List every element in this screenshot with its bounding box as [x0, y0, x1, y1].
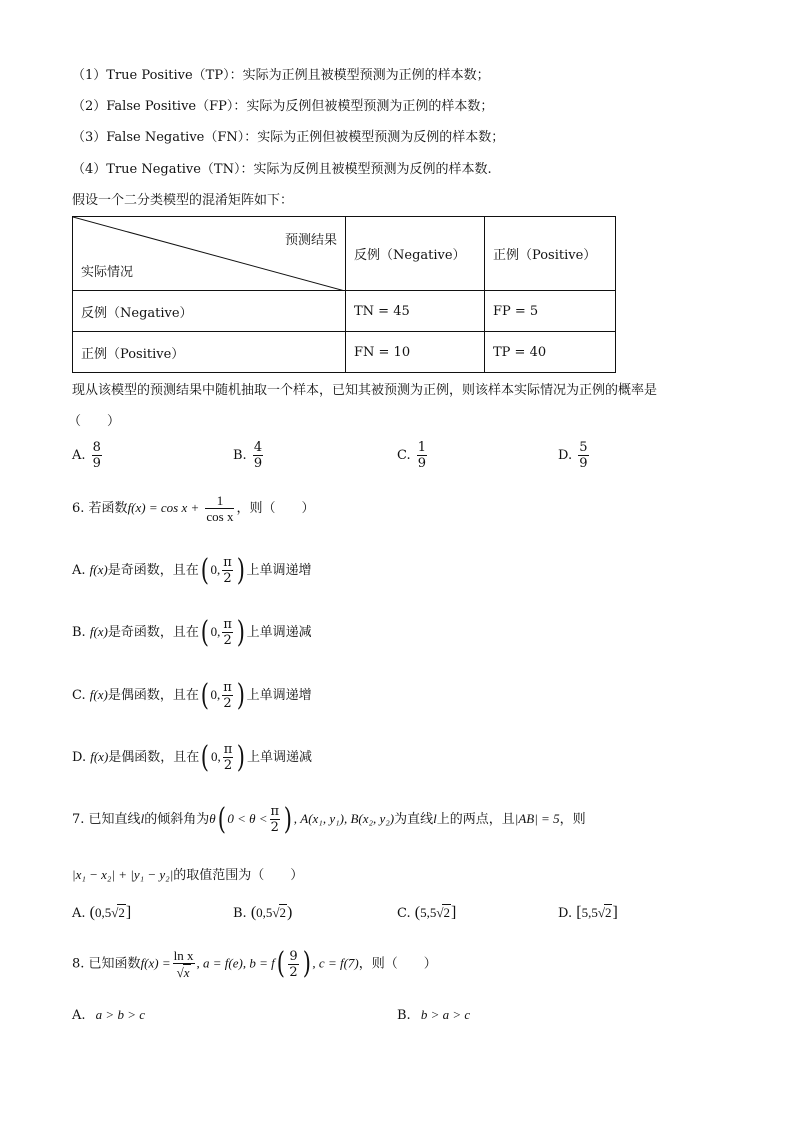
option-letter: B. [233, 448, 247, 463]
fraction [417, 440, 427, 471]
line-symbol: l [140, 811, 145, 826]
q7-stem: 7. 已知直线l的倾斜角为θ( 0 < θ < $\frac{\pi}{2}$ ) , A(x₁, y₁), B(x₂, y₂)为直线l上的两点，且|AB| = 5，则 [72, 801, 586, 837]
q7-option-c: C. (5,5√2] [397, 904, 457, 921]
option-letter: D. [558, 906, 573, 921]
definition-tn: （4）True Negative（TN）：实际为反例且被模型预测为反例的样本数. [72, 162, 492, 177]
option-function: f(x) [90, 749, 109, 764]
bracket-open: ( [89, 904, 95, 921]
q6-stem [72, 493, 315, 524]
option-text: 上单调递增 [246, 563, 312, 578]
q7-text: 上的两点，且 [436, 812, 515, 827]
points-expression: , A(x₁, y₁), B(x₂, y₂) [293, 811, 395, 826]
denominator: 9 [417, 456, 427, 471]
corner-predicted-label: 预测结果 [284, 233, 337, 248]
q6-suffix: ，则（ ） [236, 501, 315, 516]
numerator: 1 [216, 493, 224, 508]
interval-left: 0, [211, 749, 221, 764]
definition-fp: （2）False Positive（FP）：实际为反例但被模型预测为正例的样本数； [72, 99, 494, 114]
q6-prefix: 若函数 [88, 501, 128, 516]
bracket-open: ( [250, 904, 257, 921]
numerator: 8 [92, 440, 101, 455]
fraction [92, 440, 102, 471]
distance-expression: |AB| = 5 [514, 811, 560, 826]
q7-text: 为直线 [394, 812, 434, 827]
option-letter: D. [72, 750, 87, 765]
fraction [288, 949, 298, 980]
line-symbol: l [433, 811, 437, 826]
numerator: ln x [173, 948, 194, 963]
confusion-matrix-table [72, 216, 616, 373]
q7-text: 已知直线 [88, 812, 141, 827]
cell-tn: TN = 45 [346, 291, 485, 332]
q5-blank: （ ） [68, 414, 121, 429]
q7-text: ，则 [559, 812, 586, 827]
bracket-close: ] [612, 904, 618, 921]
q8-definitions: , a = f(e), b = f [196, 955, 275, 971]
option-letter: B. [72, 625, 86, 640]
denominator: 2 [289, 964, 298, 980]
question-number: 7. [72, 812, 85, 827]
numerator: π [223, 555, 232, 570]
q7-text: 的取值范围为（ ） [173, 868, 304, 883]
q8-option-b [397, 1007, 470, 1023]
option-letter: D. [558, 448, 573, 463]
option-letter: A. [72, 563, 86, 578]
question-number: 6. [72, 501, 85, 516]
option-text: 上单调递增 [246, 688, 312, 703]
q8-definitions: , c = f(7) [312, 955, 359, 971]
fraction [205, 493, 234, 524]
sqrt-radicand: 2 [443, 905, 450, 920]
interval-left: 0, [210, 562, 221, 577]
q5-option-c [397, 440, 429, 471]
option-function: f(x) [89, 687, 108, 702]
q7-stem-line2 [72, 864, 303, 883]
denominator: 9 [253, 456, 263, 471]
denominator: 9 [579, 456, 588, 471]
numerator: 1 [417, 440, 427, 455]
q7-option-b: B. (0,5√2) [233, 904, 293, 921]
denominator: cos x [206, 509, 234, 524]
sqrt-radicand: 2 [279, 905, 287, 920]
option-letter: B. [397, 1008, 411, 1023]
q6-function: f(x) = cos x + [127, 500, 200, 515]
q8-option-a [72, 1007, 145, 1023]
option-text: 是奇函数，且在 [107, 625, 199, 640]
denominator: 2 [270, 820, 279, 835]
bracket-close: ] [125, 904, 132, 921]
option-text: 是偶函数，且在 [108, 750, 200, 765]
sqrt-radicand: 2 [118, 905, 125, 920]
interval-value: 5,5 [581, 905, 598, 920]
cell-tp: TP = 40 [485, 332, 616, 373]
q8-stem: 8. 已知函数f(x) = $\frac{\text{ln x}}{√x}$ , a = f(e), b = f( $\frac{9}{2}$ ) , c = f(7)，则（ ） [72, 946, 437, 981]
q6-option-a: A. f(x)是奇函数，且在( 0, $\frac{\pi}{2}$ ) 上单调递增 [72, 552, 312, 588]
option-letter: B. [233, 906, 247, 921]
option-letter: C. [72, 688, 86, 703]
q7-option-d: D. [5,5√2] [558, 904, 618, 921]
denominator: √x [176, 965, 190, 980]
matrix-intro: 假设一个二分类模型的混淆矩阵如下： [72, 193, 294, 208]
interval-left: 0, [210, 624, 221, 639]
denominator: 2 [223, 571, 232, 586]
q5-option-a [72, 440, 104, 471]
denominator: 9 [92, 456, 101, 471]
q5-stem: 现从该模型的预测结果中随机抽取一个样本，已知其被预测为正例，则该样本实际情况为正例的概率是 [72, 383, 658, 398]
bracket-close: ] [450, 904, 457, 921]
q6-option-c: C. f(x)是偶函数，且在( 0, $\frac{\pi}{2}$ ) 上单调递增 [72, 677, 312, 713]
option-text: a > b > c [95, 1007, 145, 1022]
option-text: 上单调递减 [246, 625, 312, 640]
cell-fn: FN = 10 [346, 332, 485, 373]
option-function: f(x) [89, 624, 108, 639]
fraction [222, 617, 233, 648]
numerator: 4 [253, 440, 263, 455]
numerator: π [223, 617, 232, 632]
fraction [270, 804, 281, 835]
numerator: π [223, 742, 233, 757]
fraction [253, 440, 263, 471]
option-letter: C. [397, 448, 411, 463]
option-letter: C. [397, 906, 411, 921]
sqrt-radicand: 2 [604, 905, 612, 920]
numerator: 9 [289, 948, 298, 964]
option-function: f(x) [89, 562, 108, 577]
question-number: 8. [72, 956, 85, 972]
option-text: b > a > c [420, 1007, 471, 1022]
option-letter: A. [72, 1008, 86, 1023]
fraction [222, 555, 233, 586]
corner-actual-label: 实际情况 [81, 265, 134, 280]
option-text: 上单调递减 [247, 750, 313, 765]
option-text: 是奇函数，且在 [107, 563, 199, 578]
col-header-positive: 正例（Positive） [485, 217, 616, 291]
bracket-close: ) [287, 904, 293, 921]
q6-option-b: B. f(x)是奇函数，且在( 0, $\frac{\pi}{2}$ ) 上单调递减 [72, 614, 312, 650]
range-expression: |x₁ − x₂| + |y₁ − y₂| [72, 867, 174, 882]
q8-prefix: 已知函数 [88, 956, 141, 972]
row-label-negative: 反例（Negative） [73, 291, 346, 332]
denominator: 2 [223, 696, 232, 711]
interval-value: 0,5 [95, 905, 112, 920]
row-label-positive: 正例（Positive） [73, 332, 346, 373]
fraction [223, 742, 234, 773]
numerator: π [223, 680, 232, 695]
fraction [578, 440, 588, 471]
theta-symbol: θ [209, 811, 216, 826]
bracket-open: ( [414, 904, 421, 921]
q7-option-a: A. (0,5√2] [72, 904, 132, 921]
option-letter: A. [72, 448, 86, 463]
q8-suffix: ，则（ ） [358, 956, 437, 972]
fraction [173, 948, 195, 980]
denominator: 2 [223, 633, 232, 648]
definition-fn: （3）False Negative（FN）：实际为正例但被模型预测为反例的样本数； [72, 130, 505, 145]
bracket-open: [ [576, 904, 582, 921]
sqrt-radicand: x [183, 965, 190, 980]
definition-tp: （1）True Positive（TP）：实际为正例且被模型预测为正例的样本数； [72, 68, 490, 83]
table-corner-cell [73, 217, 346, 291]
interval-value: 0,5 [256, 905, 273, 920]
fraction [222, 680, 233, 711]
interval-value: 5,5 [420, 905, 437, 920]
angle-condition: 0 < θ < [227, 811, 268, 826]
q5-option-d [558, 440, 591, 471]
numerator: 5 [579, 440, 588, 455]
q6-option-d: D. f(x)是偶函数，且在( 0, $\frac{\pi}{2}$ ) 上单调递减 [72, 739, 313, 775]
col-header-negative: 反例（Negative） [346, 217, 485, 291]
q5-option-b [233, 440, 265, 471]
option-text: 是偶函数，且在 [107, 688, 199, 703]
denominator: 2 [223, 758, 233, 773]
q7-text: 的倾斜角为 [144, 812, 210, 827]
interval-left: 0, [210, 687, 221, 702]
numerator: π [270, 804, 280, 819]
option-letter: A. [72, 906, 86, 921]
q8-function: f(x) = [140, 955, 171, 971]
cell-fp: FP = 5 [485, 291, 616, 332]
